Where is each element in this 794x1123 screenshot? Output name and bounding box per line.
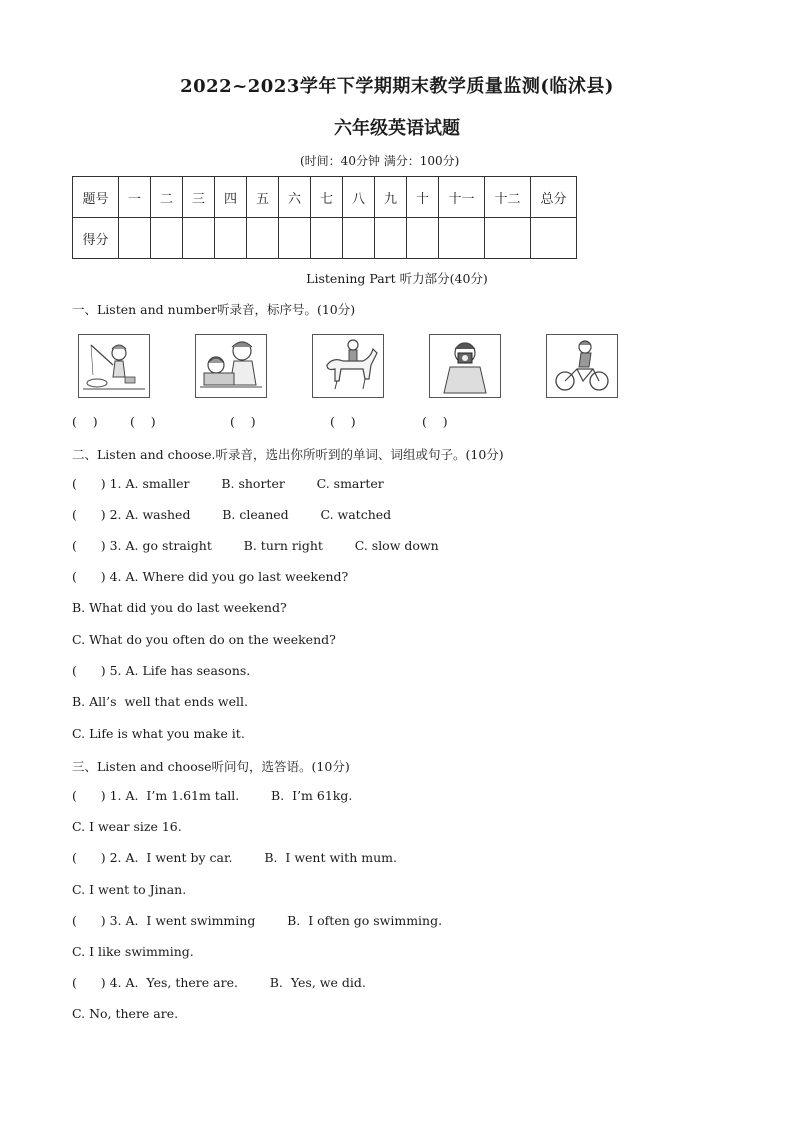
score-header-cell: 五 bbox=[247, 177, 279, 218]
question-line: ( ) 2. A. I went by car. B. I went with mum. bbox=[72, 850, 397, 865]
question-option-line: C. I like swimming. bbox=[72, 944, 194, 959]
answer-blank[interactable]: ( ) bbox=[230, 414, 256, 429]
score-input-cell[interactable] bbox=[485, 218, 531, 259]
exam-title: 2022~2023学年下学期期末教学质量监测(临沭县) bbox=[180, 76, 614, 97]
score-input-cell[interactable] bbox=[311, 218, 343, 259]
score-input-cell[interactable] bbox=[215, 218, 247, 259]
score-table bbox=[72, 176, 577, 259]
score-input-cell[interactable] bbox=[279, 218, 311, 259]
question-option-line: C. I wear size 16. bbox=[72, 819, 182, 834]
section3-title: 三、Listen and choose听问句，选答语。(10分) bbox=[72, 759, 350, 774]
cycling-girl-icon bbox=[546, 334, 618, 398]
exam-subtitle: 六年级英语试题 bbox=[334, 118, 460, 139]
score-header-cell: 十二 bbox=[485, 177, 531, 218]
question-line: ( ) 2. A. washed B. cleaned C. watched bbox=[72, 507, 392, 522]
score-input-cell[interactable] bbox=[247, 218, 279, 259]
question-line: ( ) 3. A. go straight B. turn right C. slow down bbox=[72, 538, 439, 553]
score-header-cell: 四 bbox=[215, 177, 247, 218]
answer-blank[interactable]: ( ) bbox=[72, 414, 98, 429]
score-input-cell[interactable] bbox=[183, 218, 215, 259]
sick-boy-nurse-icon bbox=[195, 334, 267, 398]
answer-blank[interactable]: ( ) bbox=[330, 414, 356, 429]
question-option-line: B. What did you do last weekend? bbox=[72, 600, 287, 615]
question-line: ( ) 1. A. I’m 1.61m tall. B. I’m 61kg. bbox=[72, 788, 353, 803]
fishing-boy-icon bbox=[78, 334, 150, 398]
score-input-cell[interactable] bbox=[439, 218, 485, 259]
score-table-header-row bbox=[73, 177, 577, 218]
score-header-cell: 十一 bbox=[439, 177, 485, 218]
score-header-cell: 题号 bbox=[73, 177, 119, 218]
score-header-cell: 八 bbox=[343, 177, 375, 218]
question-line: ( ) 3. A. I went swimming B. I often go swimming. bbox=[72, 913, 443, 928]
score-input-cell[interactable] bbox=[407, 218, 439, 259]
question-option-line: C. What do you often do on the weekend? bbox=[72, 632, 336, 647]
score-header-cell: 总分 bbox=[531, 177, 577, 218]
score-header-cell: 七 bbox=[311, 177, 343, 218]
question-option-line: C. No, there are. bbox=[72, 1006, 179, 1021]
score-header-cell: 三 bbox=[183, 177, 215, 218]
section1-title: 一、Listen and number听录音，标序号。(10分) bbox=[72, 302, 356, 317]
listening-part-title: Listening Part 听力部分(40分) bbox=[306, 271, 488, 286]
question-option-line: C. Life is what you make it. bbox=[72, 726, 245, 741]
section2-title: 二、Listen and choose.听录音，选出你所听到的单词、词组或句子。(10分) bbox=[72, 447, 504, 462]
score-input-cell[interactable] bbox=[119, 218, 151, 259]
score-header-cell: 六 bbox=[279, 177, 311, 218]
answer-blank[interactable]: ( ) bbox=[422, 414, 448, 429]
score-header-cell: 一 bbox=[119, 177, 151, 218]
score-header-cell: 十 bbox=[407, 177, 439, 218]
answer-blank[interactable]: ( ) bbox=[130, 414, 156, 429]
question-option-line: B. All’s well that ends well. bbox=[72, 694, 248, 709]
score-input-cell[interactable] bbox=[343, 218, 375, 259]
question-line: ( ) 4. A. Yes, there are. B. Yes, we did. bbox=[72, 975, 366, 990]
score-input-cell[interactable] bbox=[151, 218, 183, 259]
question-option-line: C. I went to Jinan. bbox=[72, 882, 187, 897]
exam-meta: (时间：40分钟 满分：100分) bbox=[300, 154, 460, 168]
score-header-cell: 九 bbox=[375, 177, 407, 218]
score-table-score-row bbox=[73, 218, 577, 259]
score-input-cell[interactable] bbox=[531, 218, 577, 259]
question-line: ( ) 1. A. smaller B. shorter C. smarter bbox=[72, 476, 384, 491]
score-input-cell[interactable] bbox=[375, 218, 407, 259]
score-label-cell: 得分 bbox=[73, 218, 119, 259]
question-line: ( ) 5. A. Life has seasons. bbox=[72, 663, 251, 678]
horse-riding-icon bbox=[312, 334, 384, 398]
question-line: ( ) 4. A. Where did you go last weekend? bbox=[72, 569, 349, 584]
photographer-icon bbox=[429, 334, 501, 398]
score-header-cell: 二 bbox=[151, 177, 183, 218]
